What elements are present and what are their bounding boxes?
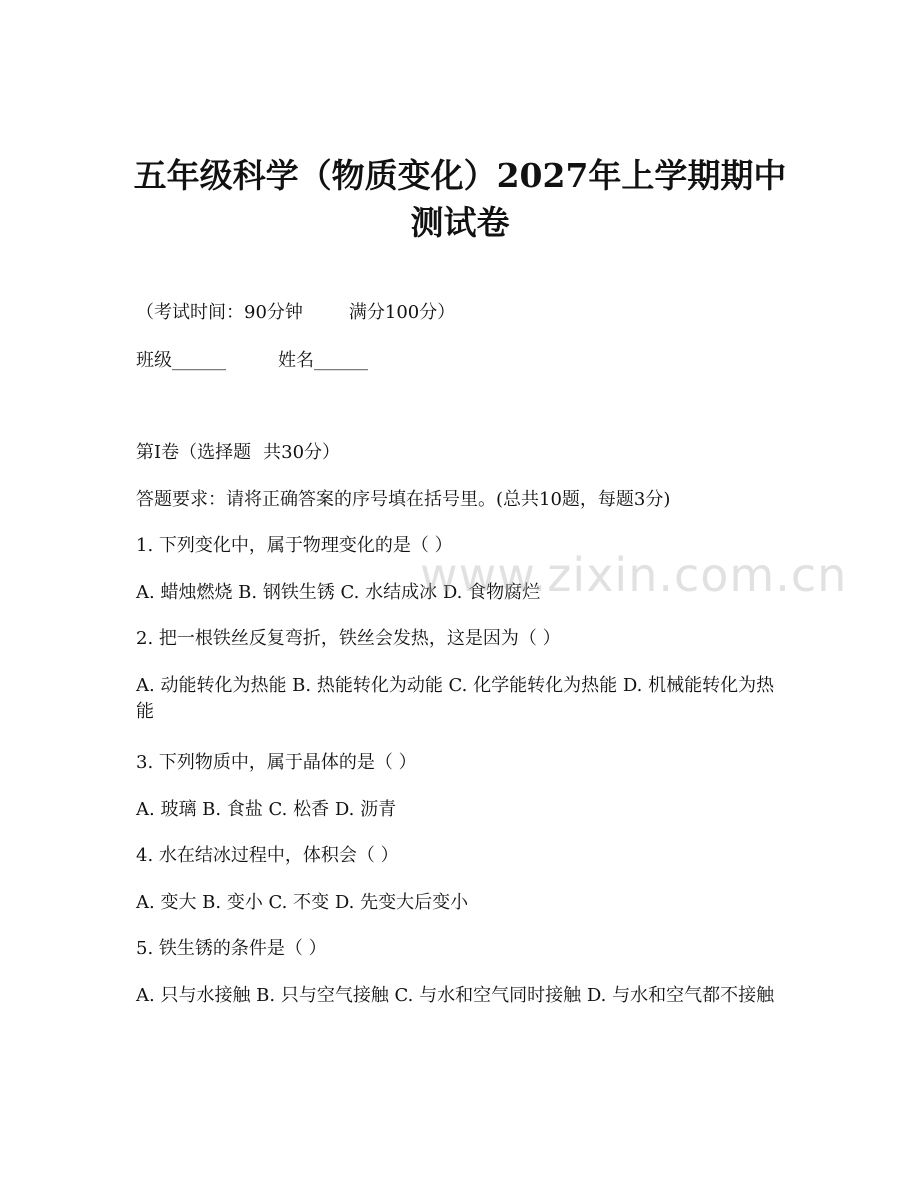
name-field: 姓名______	[278, 350, 368, 371]
exam-full-score: 满分100分）	[348, 302, 456, 323]
student-fields	[136, 348, 368, 374]
question-options: A. 蜡烛燃烧 B. 钢铁生锈 C. 水结成冰 D. 食物腐烂	[136, 582, 541, 603]
exam-time: （考试时间：90分钟	[136, 302, 303, 323]
exam-info	[136, 300, 455, 326]
title-line-2: 测试卷	[410, 203, 510, 242]
section-total: 共30分）	[263, 442, 341, 463]
section-heading	[136, 440, 340, 466]
section-part: 第I卷（选择题	[136, 442, 252, 463]
exam-title	[100, 152, 820, 246]
question-stem: 3. 下列物质中，属于晶体的是（ ）	[136, 752, 417, 773]
question-stem: 4. 水在结冰过程中，体积会（ ）	[136, 845, 399, 866]
title-line-1: 五年级科学（物质变化）2027年上学期期中	[133, 156, 787, 195]
question-options: A. 动能转化为热能 B. 热能转化为动能 C. 化学能转化为热能 D. 机械能转化为热能	[136, 675, 775, 722]
watermark: www.zixin.com.cn	[420, 548, 848, 602]
question-options: A. 玻璃 B. 食盐 C. 松香 D. 沥青	[136, 799, 397, 820]
question-stem: 1. 下列变化中，属于物理变化的是（ ）	[136, 535, 453, 556]
section-instructions: 答题要求：请将正确答案的序号填在括号里。(总共10题，每题3分)	[136, 489, 671, 510]
question-stem: 5. 铁生锈的条件是（ ）	[136, 938, 327, 959]
question-options: A. 变大 B. 变小 C. 不变 D. 先变大后变小	[136, 892, 469, 913]
class-field: 班级______	[136, 350, 226, 371]
question-stem: 2. 把一根铁丝反复弯折，铁丝会发热，这是因为（ ）	[136, 628, 561, 649]
question-options: A. 只与水接触 B. 只与空气接触 C. 与水和空气同时接触 D. 与水和空气都不接触	[136, 985, 775, 1006]
